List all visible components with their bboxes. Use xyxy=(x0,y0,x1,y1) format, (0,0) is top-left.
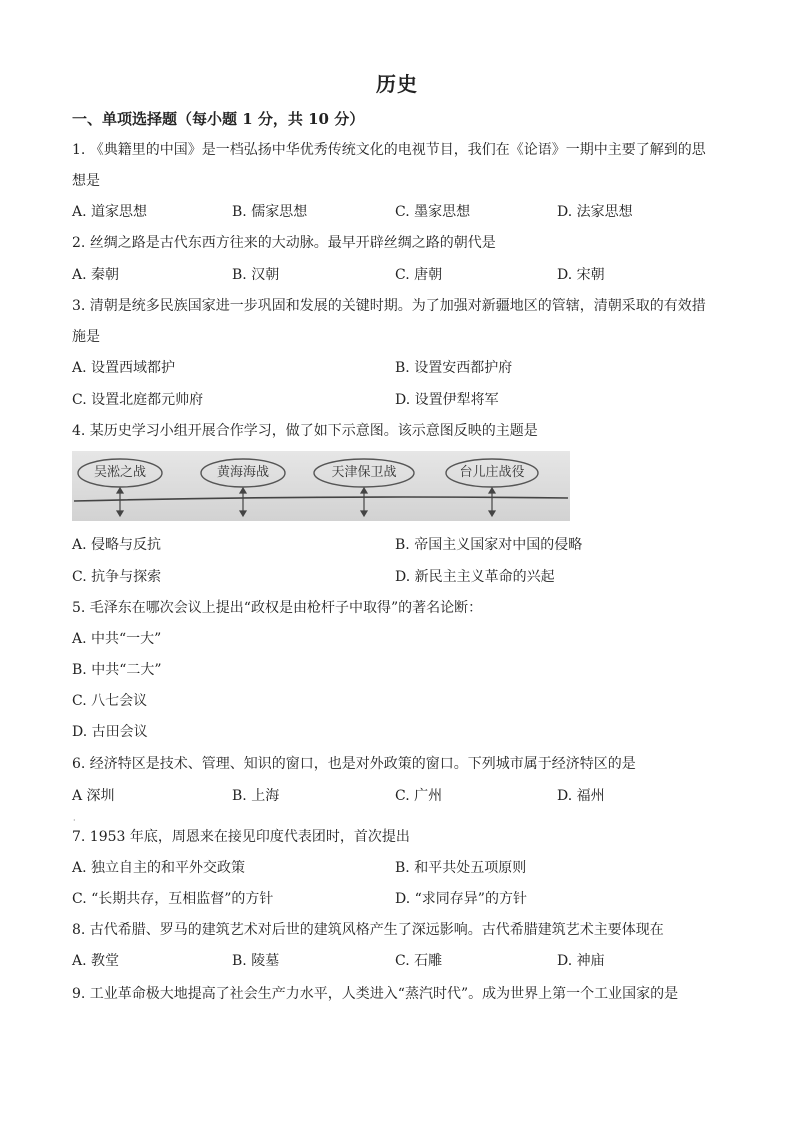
question-7-option-d: D. “求同存异”的方针 xyxy=(395,891,527,907)
question-4-option-a: A. 侵略与反抗 xyxy=(72,537,162,553)
question-6-option-a: A 深圳 xyxy=(72,788,115,804)
question-3-option-d: D. 设置伊犁将军 xyxy=(395,392,499,408)
question-8-option-d: D. 神庙 xyxy=(557,953,605,969)
question-4-option-d: D. 新民主主义革命的兴起 xyxy=(395,569,555,585)
question-7-option-c: C. “长期共存，互相监督”的方针 xyxy=(72,891,274,907)
question-2-option-d: D. 宋朝 xyxy=(557,267,605,283)
question-1-option-a: A. 道家思想 xyxy=(72,204,148,220)
question-2-option-c: C. 唐朝 xyxy=(395,267,443,283)
timeline-label-3: 天津保卫战 xyxy=(331,465,397,480)
question-3-stem: 3. 清朝是统多民族国家进一步巩固和发展的关键时期。为了加强对新疆地区的管辖，清朝采取的有效措 xyxy=(72,298,706,314)
question-7-option-b: B. 和平共处五项原则 xyxy=(395,860,527,876)
question-7-option-a: A. 独立自主的和平外交政策 xyxy=(72,860,246,876)
question-1-option-c: C. 墨家思想 xyxy=(395,204,471,220)
question-5-option-d: D. 古田会议 xyxy=(72,724,148,740)
question-4-option-c: C. 抗争与探索 xyxy=(72,569,162,585)
question-1-option-b: B. 儒家思想 xyxy=(232,204,308,220)
timeline-diagram xyxy=(72,451,570,521)
question-3-option-b: B. 设置安西都护府 xyxy=(395,360,513,376)
question-5-option-c: C. 八七会议 xyxy=(72,693,148,709)
question-3-option-a: A. 设置西域都护 xyxy=(72,360,176,376)
question-6-option-d: D. 福州 xyxy=(557,788,605,804)
question-1-stem-cont: 想是 xyxy=(72,173,100,189)
question-2-stem: 2. 丝绸之路是古代东西方往来的大动脉。最早开辟丝绸之路的朝代是 xyxy=(72,235,496,251)
timeline-label-2: 黄海海战 xyxy=(216,465,269,480)
question-8-option-c: C. 石雕 xyxy=(395,953,443,969)
question-3-stem-cont: 施是 xyxy=(72,329,100,345)
question-1-stem: 1. 《典籍里的中国》是一档弘扬中华优秀传统文化的电视节目，我们在《论语》一期中主要了解到的思 xyxy=(72,142,706,158)
timeline-axis xyxy=(74,497,568,501)
question-3-option-c: C. 设置北庭都元帅府 xyxy=(72,392,204,408)
timeline-label-4: 台儿庄战役 xyxy=(459,465,525,480)
question-2-option-a: A. 秦朝 xyxy=(72,267,120,283)
question-7-stem: 7. 1953 年底，周恩来在接见印度代表团时，首次提出 xyxy=(72,829,410,845)
page-title: 历史 xyxy=(376,72,418,96)
question-5-stem: 5. 毛泽东在哪次会议上提出“政权是由枪杆子中取得”的著名论断： xyxy=(72,600,483,616)
question-4-stem: 4. 某历史学习小组开展合作学习，做了如下示意图。该示意图反映的主题是 xyxy=(72,423,538,439)
scan-dot: · xyxy=(73,816,76,825)
question-6-option-c: C. 广州 xyxy=(395,788,443,804)
question-5-option-a: A. 中共“一大” xyxy=(72,631,162,647)
timeline-graphic xyxy=(72,451,570,521)
question-8-option-a: A. 教堂 xyxy=(72,953,120,969)
timeline-label-1: 吴淞之战 xyxy=(93,465,146,480)
question-6-option-b: B. 上海 xyxy=(232,788,280,804)
question-4-option-b: B. 帝国主义国家对中国的侵略 xyxy=(395,537,583,553)
question-8-stem: 8. 古代希腊、罗马的建筑艺术对后世的建筑风格产生了深远影响。古代希腊建筑艺术主要体现在 xyxy=(72,922,664,938)
question-8-option-b: B. 陵墓 xyxy=(232,953,280,969)
question-9-stem: 9. 工业革命极大地提高了社会生产力水平，人类进入“蒸汽时代”。成为世界上第一个工业国家的是 xyxy=(72,986,679,1002)
question-5-option-b: B. 中共“二大” xyxy=(72,662,162,678)
section-heading: 一、单项选择题（每小题 1 分，共 10 分） xyxy=(72,110,365,128)
question-1-option-d: D. 法家思想 xyxy=(557,204,633,220)
question-2-option-b: B. 汉朝 xyxy=(232,267,280,283)
question-6-stem: 6. 经济特区是技术、管理、知识的窗口，也是对外政策的窗口。下列城市属于经济特区的是 xyxy=(72,756,636,772)
